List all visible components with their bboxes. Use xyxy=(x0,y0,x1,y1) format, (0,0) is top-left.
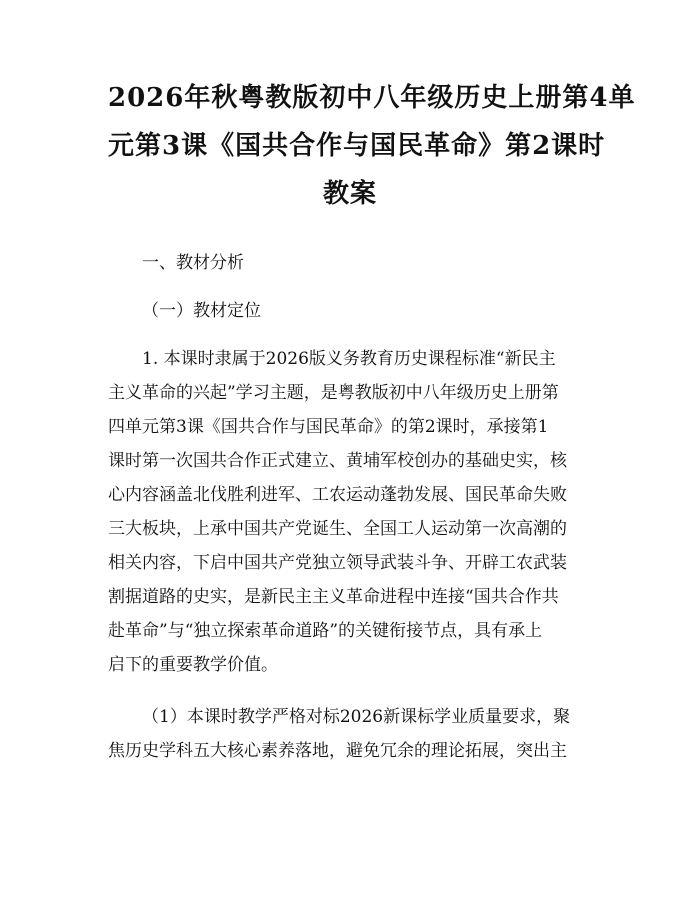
paragraph-teaching-requirements xyxy=(108,700,592,768)
paragraph-line: 赴革命”与“独立探索革命道路”的关键衔接节点，具有承上 xyxy=(108,621,543,641)
title-line-1: 2026年秋粤教版初中八年级历史上册第4单 xyxy=(108,83,636,113)
paragraph-line: 主义革命的兴起”学习主题，是粤教版初中八年级历史上册第 xyxy=(108,383,559,403)
document-title xyxy=(108,74,636,218)
paragraph-line: 四单元第3课《国共合作与国民革命》的第2课时，承接第1 xyxy=(108,417,549,437)
paragraph-textbook-positioning xyxy=(108,342,592,682)
paragraph-line: 心内容涵盖北伐胜利进军、工农运动蓬勃发展、国民革命失败 xyxy=(108,485,567,505)
paragraph-line: 割据道路的史实，是新民主主义革命进程中连接“国共合作共 xyxy=(108,587,559,607)
paragraph-line: 三大板块，上承中国共产党诞生、全国工人运动第一次高潮的 xyxy=(108,519,567,539)
sub-heading: （一）教材定位 xyxy=(142,301,261,321)
paragraph-line: 启下的重要教学价值。 xyxy=(108,655,278,675)
section-heading: 一、教材分析 xyxy=(142,253,244,273)
paragraph-line: 相关内容，下启中国共产党独立领导武装斗争、开辟工农武装 xyxy=(108,553,567,573)
title-line-2: 元第3课《国共合作与国民革命》第2课时 xyxy=(108,131,606,161)
paragraph-line: 1. 本课时隶属于2026版义务教育历史课程标准“新民主 xyxy=(142,349,556,369)
title-line-3: 教案 xyxy=(322,179,377,209)
paragraph-line: 课时第一次国共合作正式建立、黄埔军校创办的基础史实，核 xyxy=(108,451,567,471)
paragraph-line: （1）本课时教学严格对标2026新课标学业质量要求，聚 xyxy=(142,707,571,727)
paragraph-line: 焦历史学科五大核心素养落地，避免冗余的理论拓展，突出主 xyxy=(108,741,567,761)
